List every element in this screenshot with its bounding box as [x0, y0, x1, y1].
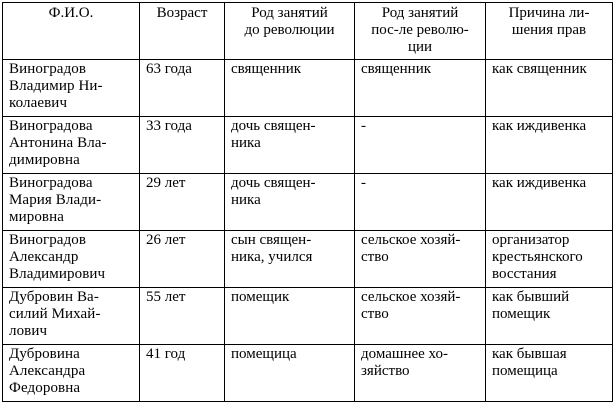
cell-reason: как иждивенка	[486, 117, 613, 174]
cell-full-name: Виноградов Владимир Ни- колаевич	[3, 60, 140, 117]
table-row	[3, 345, 613, 402]
header-occupation-after: Род занятий пос-ле револю- ции	[355, 3, 486, 60]
cell-age: 33 года	[140, 117, 225, 174]
table-row	[3, 174, 613, 231]
cell-full-name: Виноградова Антонина Вла- димировна	[3, 117, 140, 174]
cell-occupation-before: помещик	[225, 288, 355, 345]
cell-occupation-before: священник	[225, 60, 355, 117]
cell-occupation-after: священник	[355, 60, 486, 117]
table-row	[3, 60, 613, 117]
table-row	[3, 288, 613, 345]
cell-occupation-after: -	[355, 174, 486, 231]
cell-occupation-before: дочь священ- ника	[225, 117, 355, 174]
cell-occupation-before: сын священ- ника, учился	[225, 231, 355, 288]
header-reason: Причина ли- шения прав	[486, 3, 613, 60]
cell-age: 26 лет	[140, 231, 225, 288]
cell-reason: организатор крестьянского восстания	[486, 231, 613, 288]
cell-age: 55 лет	[140, 288, 225, 345]
cell-reason: как бывшая помещица	[486, 345, 613, 402]
table-row	[3, 117, 613, 174]
cell-full-name: Виноградов Александр Владимирович	[3, 231, 140, 288]
cell-occupation-after: домашнее хо- зяйство	[355, 345, 486, 402]
header-full-name: Ф.И.О.	[3, 3, 140, 60]
cell-occupation-before: дочь священ- ника	[225, 174, 355, 231]
table-header-row	[3, 3, 613, 60]
cell-occupation-after: сельское хозяй- ство	[355, 288, 486, 345]
cell-occupation-after: -	[355, 117, 486, 174]
cell-age: 63 года	[140, 60, 225, 117]
cell-full-name: Дубровин Ва- силий Михай- лович	[3, 288, 140, 345]
header-occupation-before: Род занятий до революции	[225, 3, 355, 60]
disenfranchised-persons-table	[2, 2, 613, 402]
header-age: Возраст	[140, 3, 225, 60]
cell-full-name: Дубровина Александра Федоровна	[3, 345, 140, 402]
cell-reason: как священник	[486, 60, 613, 117]
cell-full-name: Виноградова Мария Влади- мировна	[3, 174, 140, 231]
cell-reason: как бывший помещик	[486, 288, 613, 345]
cell-occupation-before: помещица	[225, 345, 355, 402]
table-row	[3, 231, 613, 288]
cell-age: 29 лет	[140, 174, 225, 231]
cell-reason: как иждивенка	[486, 174, 613, 231]
cell-occupation-after: сельское хозяй- ство	[355, 231, 486, 288]
cell-age: 41 год	[140, 345, 225, 402]
